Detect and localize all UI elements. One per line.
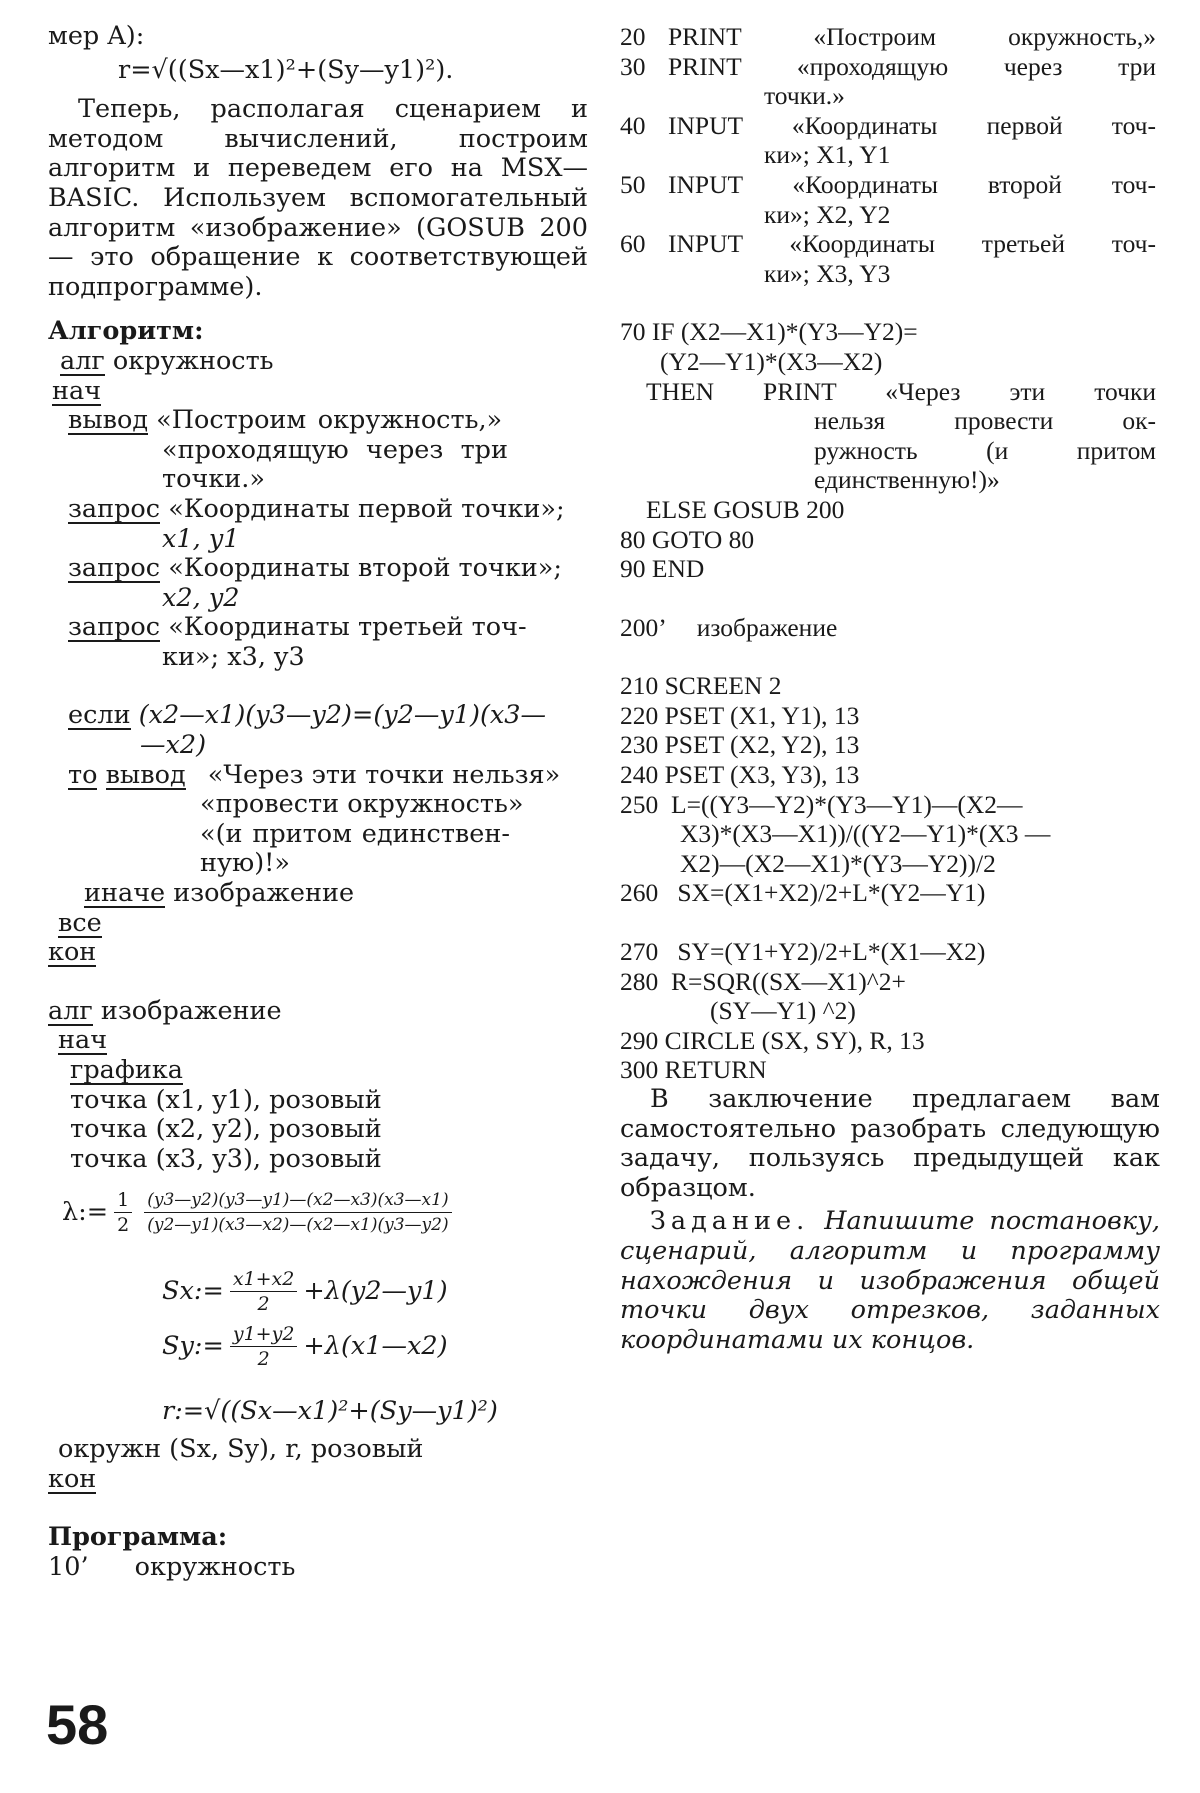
zapros3-text-b: ки»; x3, y3 [162,641,305,672]
code-if-line-7: ELSE GOSUB 200 [646,494,845,524]
inache-text: изображение [173,878,355,909]
subroutine-heading: 200’ изображение [620,612,838,642]
zapros3-text-a: «Координаты третьей точ- [168,612,527,643]
code-line-270: 270 SY=(Y1+Y2)/2+L*(X1—X2) [620,937,986,967]
alg-name: окружность [112,345,274,376]
algorithm-heading: Алгоритм: [48,316,204,347]
r-assign: r:=√((Sx—x1)²+(Sy—y1)²) [162,1396,498,1427]
code-line-280a: 280 R=SQR((SX—X1)^2+ [620,966,906,996]
inache-keyword: иначе [84,878,166,909]
program-line-text: окружность [134,1551,296,1582]
sy-den: 2 [257,1348,270,1371]
code-line-text: INPUT «Координаты третьей точ- [668,229,1156,259]
lambda-lhs: λ:= [62,1197,109,1228]
zapros-keyword: запрос [68,493,161,524]
condition-line-1: (x2—x1)(y3—y2)=(y2—y1)(x3— [138,700,547,731]
grafika-keyword: графика [70,1055,183,1085]
code-line-number: 30 [620,51,646,81]
code-line-number [620,259,764,289]
sy-lhs: Sy:= [162,1331,224,1362]
right-column [620,22,1160,1355]
task-paragraph [620,1207,1160,1355]
sy-rest: +λ(x1—x2) [303,1331,448,1362]
kon-keyword: кон [48,1463,97,1494]
vyvod-keyword: вывод [68,405,149,436]
code-line-text: ки»; X3, Y3 [764,258,891,288]
to-keyword: то [68,759,98,790]
program-line-number: 10’ [48,1551,89,1582]
left-column [48,22,588,1582]
code-line-210: 210 SCREEN 2 [620,671,782,701]
formula-r: r=√((Sx—x1)²+(Sy—y1)²). [118,54,454,85]
code-line-text: точки.» [764,81,845,111]
code-block-subroutine [620,671,1160,1085]
esli-keyword: если [68,700,131,731]
sx-lhs: Sx:= [162,1276,224,1307]
point-3: точка (x3, y3), розовый [70,1143,382,1174]
point-1: точка (x1, y1), розовый [70,1084,382,1115]
code-line-260: 260 SX=(X1+X2)/2+L*(Y2—Y1) [620,878,986,908]
code-block-input [620,22,1160,288]
code-line-250b: X3)*(X3—X1))/((Y2—Y1)*(X3 — [680,819,1051,849]
code-line-250a: 250 L=((Y3—Y2)*(Y3—Y1)—(X2— [620,789,1023,819]
paragraph-intro: Теперь, располагая сценарием и методом вычислений, построим алгоритм и переведем его на MSX—BASIC. Используем вспомогательный алгоритм «изображение» (GOSUB 200 — это обращение к соответствующей подпрограмме). [48,94,588,302]
lambda-half-den: 2 [117,1214,130,1237]
code-line-text: ки»; X1, Y1 [764,140,891,170]
nach-keyword: нач [58,1025,108,1056]
sy-num: y1+y2 [230,1322,298,1347]
code-line-text: INPUT «Координаты первой точ- [668,110,1156,140]
code-line-text: PRINT «проходящую через три [668,51,1156,81]
code-line-290: 290 CIRCLE (SX, SY), R, 13 [620,1025,925,1055]
lambda-denominator: (y2—y1)(x3—x2)—(x2—x1)(y3—y2) [147,1215,449,1236]
condition-line-2: —x2) [140,730,207,761]
code-if-line-9: 90 END [620,554,705,584]
code-line-number: 50 [620,169,646,199]
vse-keyword: все [58,907,102,938]
program-heading: Программа: [48,1522,228,1553]
vyvod-text-1: «Построим окружность,» [156,405,503,436]
task-label: Задание. [650,1206,810,1237]
continuation-text: мер A): [48,21,145,51]
code-line-number [620,81,764,111]
okruzhn-line: окружн (Sx, Sy), r, розовый [58,1433,424,1464]
code-line-number [620,200,764,230]
code-line-250c: X2)—(X2—X1)*(Y3—Y2))/2 [680,848,996,878]
lambda-half-num: 1 [114,1188,132,1213]
sx-formula [48,1267,588,1316]
code-line-number: 40 [620,110,646,140]
nach-keyword: нач [52,375,102,406]
to-text-2: «провести окружность» [200,789,524,820]
code-line-240: 240 PSET (X3, Y3), 13 [620,760,860,790]
zapros2-text: «Координаты второй точки»; [168,553,562,584]
algorithm-circle [48,347,588,968]
code-line-number [620,140,764,170]
code-if-line-8: 80 GOTO 80 [620,524,755,554]
to-text-4: ную)!» [200,848,290,879]
vyvod-text-2: «проходящую через три [162,434,508,465]
sy-formula [48,1322,588,1371]
code-line-text: ки»; X2, Y2 [764,199,891,229]
code-if-line-5: ружность (и притом [814,435,1156,465]
code-line-220: 220 PSET (X1, Y1), 13 [620,700,860,730]
sx-num: x1+x2 [230,1267,298,1292]
code-if-line-2: (Y2—Y1)*(X3—X2) [660,346,883,376]
zapros-keyword: запрос [68,553,161,584]
to-text-3: «(и притом единствен- [200,818,510,849]
code-if-line-6: единственную!)» [814,465,1000,495]
task-text: Напишите постановку, сценарий, алгоритм и программу нахождения и изображения общей точки двух отрезков, заданных координатами их концов. [620,1206,1160,1355]
page-number: 58 [46,1693,109,1756]
code-line-230: 230 PSET (X2, Y2), 13 [620,730,860,760]
alg-name: изображение [100,995,282,1026]
code-line-300: 300 RETURN [620,1055,767,1085]
vyvod-keyword: вывод [105,759,186,790]
alg-keyword: алг [60,345,105,376]
sx-rest: +λ(y2—y1) [303,1276,448,1307]
vyvod-text-3: точки.» [162,464,265,495]
kon-keyword: кон [48,937,97,968]
code-line-number: 20 [620,22,646,51]
lambda-formula [48,1188,588,1237]
lambda-numerator: (y3—y2)(y3—y1)—(x2—x3)(x3—x1) [144,1188,451,1213]
point-2: точка (x2, y2), розовый [70,1114,382,1145]
zapros2-vars: x2, y2 [162,582,240,613]
code-line-text: PRINT «Построим окружность,» [668,22,1156,51]
zapros-keyword: запрос [68,612,161,643]
code-line-280b: (SY—Y1) ^2) [710,996,856,1026]
code-if-line-4: нельзя провести ок- [814,406,1156,436]
code-block-if [620,317,1160,583]
code-if-line-1: 70 IF (X2—X1)*(Y3—Y2)= [620,317,918,347]
sx-den: 2 [257,1293,270,1316]
alg-keyword: алг [48,995,93,1026]
code-line-number: 60 [620,229,646,259]
zapros1-text: «Координаты первой точки»; [168,493,565,524]
zapros1-vars: x1, y1 [162,523,240,554]
conclusion-paragraph: В заключение предлагаем вам самостоятельно разобрать следующую задачу, пользуясь предыдущей как образцом. [620,1084,1160,1203]
to-text-1: «Через эти точки нельзя» [207,759,561,790]
code-if-line-3: THEN PRINT «Через эти точки [646,376,1156,406]
algorithm-image [48,997,588,1494]
code-line-text: INPUT «Координаты второй точ- [668,169,1156,199]
